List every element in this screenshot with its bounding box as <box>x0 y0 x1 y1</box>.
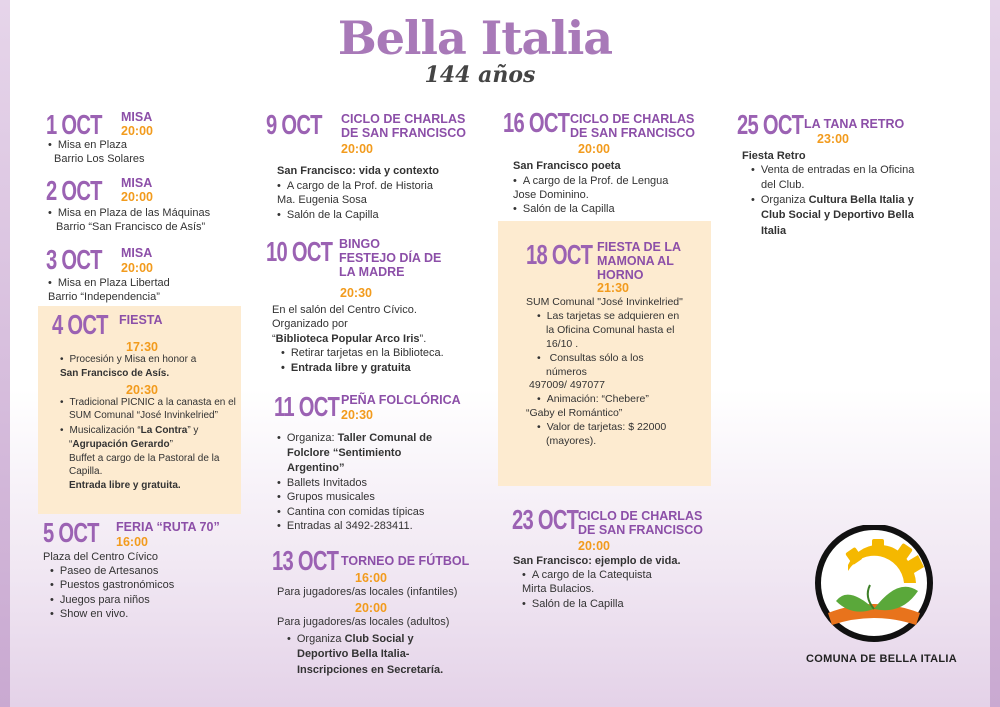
event-4-line: • Procesión y Misa en honor a <box>60 353 196 368</box>
date-5-oct: 5 OCT <box>43 517 99 548</box>
event-25-line: • Organiza Cultura Bella Italia y <box>751 193 914 208</box>
event-9-time: 20:00 <box>341 142 373 156</box>
right-border <box>990 0 1000 707</box>
event-13-heading: TORNEO DE FÚTBOL <box>341 554 470 568</box>
event-11-heading: PEÑA FOLCLÓRICA <box>341 393 461 407</box>
event-2-line: Barrio “San Francisco de Asís” <box>56 221 206 233</box>
date-9-oct: 9 OCT <box>266 109 322 140</box>
event-5-line: • Puestos gastronómicos <box>50 578 174 593</box>
date-2-oct: 2 OCT <box>46 175 102 206</box>
event-18-line: la Oficina Comunal hasta el <box>546 324 675 336</box>
event-1-time: 20:00 <box>121 124 153 138</box>
event-10-time: 20:30 <box>340 286 372 300</box>
event-13-line: • Organiza Club Social y <box>287 632 414 647</box>
gear-leaves-logo-icon <box>808 525 944 649</box>
event-5-line: Plaza del Centro Cívico <box>43 551 158 563</box>
event-18-line: 497009/ 497077 <box>529 379 605 391</box>
event-13-line: Para jugadores/as locales (infantiles) <box>277 586 458 598</box>
event-11-line: • Entradas al 3492-283411. <box>277 519 413 534</box>
event-18-line: “Gaby el Romántico” <box>526 407 623 419</box>
event-10-line: • Entrada libre y gratuita <box>281 361 411 376</box>
event-16-line: Jose Dominino. <box>513 189 589 201</box>
event-23-heading: DE SAN FRANCISCO <box>578 523 704 537</box>
event-13-line: Inscripciones en Secretaría. <box>297 664 444 676</box>
event-4-line: SUM Comunal “José Invinkelried” <box>69 410 218 421</box>
event-11-line: • Organiza: Taller Comunal de <box>277 431 432 446</box>
event-4-heading: FIESTA <box>119 313 163 327</box>
event-18-line: • Consultas sólo a los <box>537 351 644 366</box>
event-18-line: (mayores). <box>546 435 597 447</box>
event-25-line: Fiesta Retro <box>742 150 806 162</box>
event-9-heading: CICLO DE CHARLAS <box>341 112 466 126</box>
date-4-oct: 4 OCT <box>52 309 108 340</box>
event-18-line: • Valor de tarjetas: $ 22000 <box>537 420 666 435</box>
event-16-line: • Salón de la Capilla <box>513 202 615 217</box>
page-subtitle: 144 años <box>424 62 536 88</box>
event-9-line: • Salón de la Capilla <box>277 208 379 223</box>
event-25-line: Club Social y Deportivo Bella <box>761 209 914 221</box>
event-23-line: San Francisco: ejemplo de vida. <box>513 555 681 567</box>
event-3-line: • Misa en Plaza Libertad <box>48 276 170 291</box>
event-4-time: 17:30 <box>126 340 158 354</box>
event-4-line: Capilla. <box>69 466 103 477</box>
event-18-line: SUM Comunal "José Invinkelried" <box>526 296 683 308</box>
event-1-line: Barrio Los Solares <box>54 153 145 165</box>
event-10-line: En el salón del Centro Cívico. <box>272 304 417 316</box>
event-11-line: Folclore “Sentimiento <box>287 447 402 459</box>
date-25-oct: 25 OCT <box>737 109 804 140</box>
event-16-heading: DE SAN FRANCISCO <box>570 126 696 140</box>
event-9-heading: DE SAN FRANCISCO <box>341 126 467 140</box>
event-18-line: • Animación: “Chebere” <box>537 392 649 407</box>
event-2-heading: MISA <box>121 176 153 190</box>
event-10-heading: FESTEJO DÍA DE <box>339 251 442 265</box>
event-5-heading: FERIA “RUTA 70” <box>116 520 220 534</box>
event-18-heading: MAMONA AL <box>597 254 674 268</box>
event-2-line: • Misa en Plaza de las Máquinas <box>48 206 210 221</box>
event-4-line: San Francisco de Asís. <box>60 368 170 379</box>
event-3-heading: MISA <box>121 246 153 260</box>
event-16-time: 20:00 <box>578 142 610 156</box>
event-4-line: Entrada libre y gratuita. <box>69 480 181 491</box>
event-3-line: Barrio “Independencia” <box>48 291 160 303</box>
event-16-line: San Francisco poeta <box>513 160 621 172</box>
event-10-heading: BINGO <box>339 237 380 251</box>
left-border <box>0 0 10 707</box>
event-1-heading: MISA <box>121 110 153 124</box>
date-13-oct: 13 OCT <box>272 545 339 576</box>
event-23-heading: CICLO DE CHARLAS <box>578 509 703 523</box>
date-16-oct: 16 OCT <box>503 107 570 138</box>
event-5-line: • Show en vivo. <box>50 607 128 622</box>
event-13-line: Deportivo Bella Italia- <box>297 648 410 660</box>
event-4-line: “Agrupación Gerardo” <box>69 439 173 450</box>
event-23-time: 20:00 <box>578 539 610 553</box>
event-25-line: • Venta de entradas en la Oficina <box>751 163 914 178</box>
event-23-line: • A cargo de la Catequista <box>522 568 652 583</box>
event-4-line: Buffet a cargo de la Pastoral de la <box>69 453 220 464</box>
event-18-heading: HORNO <box>597 268 644 282</box>
event-25-time: 23:00 <box>817 132 849 146</box>
date-3-oct: 3 OCT <box>46 244 102 275</box>
event-13-time-2: 20:00 <box>355 601 387 615</box>
event-11-line: • Ballets Invitados <box>277 476 367 491</box>
event-11-line: • Grupos musicales <box>277 490 375 505</box>
event-18-heading: FIESTA DE LA <box>597 240 682 254</box>
logo-text: COMUNA DE BELLA ITALIA <box>806 653 958 665</box>
event-4-time-2: 20:30 <box>126 383 158 397</box>
event-5-line: • Juegos para niños <box>50 593 150 608</box>
event-4-line: • Tradicional PICNIC a la canasta en el <box>60 396 236 411</box>
event-23-line: • Salón de la Capilla <box>522 597 624 612</box>
event-9-line: • A cargo de la Prof. de Historia <box>277 179 433 194</box>
page-title: Bella Italia <box>337 11 613 65</box>
event-13-time: 16:00 <box>355 571 387 585</box>
date-10-oct: 10 OCT <box>266 236 333 267</box>
event-10-line: Organizado por <box>272 318 348 330</box>
event-9-line: San Francisco: vida y contexto <box>277 165 439 177</box>
event-18-line: 16/10 . <box>546 338 579 350</box>
event-25-line: del Club. <box>761 179 805 191</box>
event-11-time: 20:30 <box>341 408 373 422</box>
event-25-heading: LA TANA RETRO <box>804 117 905 131</box>
event-25-line: Italia <box>761 225 787 237</box>
event-11-line: • Cantina con comidas típicas <box>277 505 424 520</box>
event-10-line: • Retirar tarjetas en la Biblioteca. <box>281 346 444 361</box>
event-13-line: Para jugadores/as locales (adultos) <box>277 616 450 628</box>
event-10-heading: LA MADRE <box>339 265 405 279</box>
event-11-line: Argentino” <box>287 462 345 474</box>
event-23-line: Mirta Bulacios. <box>522 583 595 595</box>
event-10-line: “Biblioteca Popular Arco Iris”. <box>272 333 427 345</box>
event-16-heading: CICLO DE CHARLAS <box>570 112 695 126</box>
event-3-time: 20:00 <box>121 261 153 275</box>
event-4-line: • Musicalización “La Contra” y <box>60 424 198 439</box>
event-5-time: 16:00 <box>116 535 148 549</box>
date-18-oct: 18 OCT <box>526 239 593 270</box>
event-18-line: • Las tarjetas se adquieren en <box>537 309 679 324</box>
event-1-line: • Misa en Plaza <box>48 138 127 153</box>
date-1-oct: 1 OCT <box>46 109 102 140</box>
event-16-line: • A cargo de la Prof. de Lengua <box>513 174 668 189</box>
date-23-oct: 23 OCT <box>512 504 579 535</box>
event-18-time: 21:30 <box>597 281 629 295</box>
event-2-time: 20:00 <box>121 190 153 204</box>
date-11-oct: 11 OCT <box>274 391 340 422</box>
event-18-line: números <box>546 366 587 378</box>
event-5-line: • Paseo de Artesanos <box>50 564 158 579</box>
event-9-line: Ma. Eugenia Sosa <box>277 194 367 206</box>
